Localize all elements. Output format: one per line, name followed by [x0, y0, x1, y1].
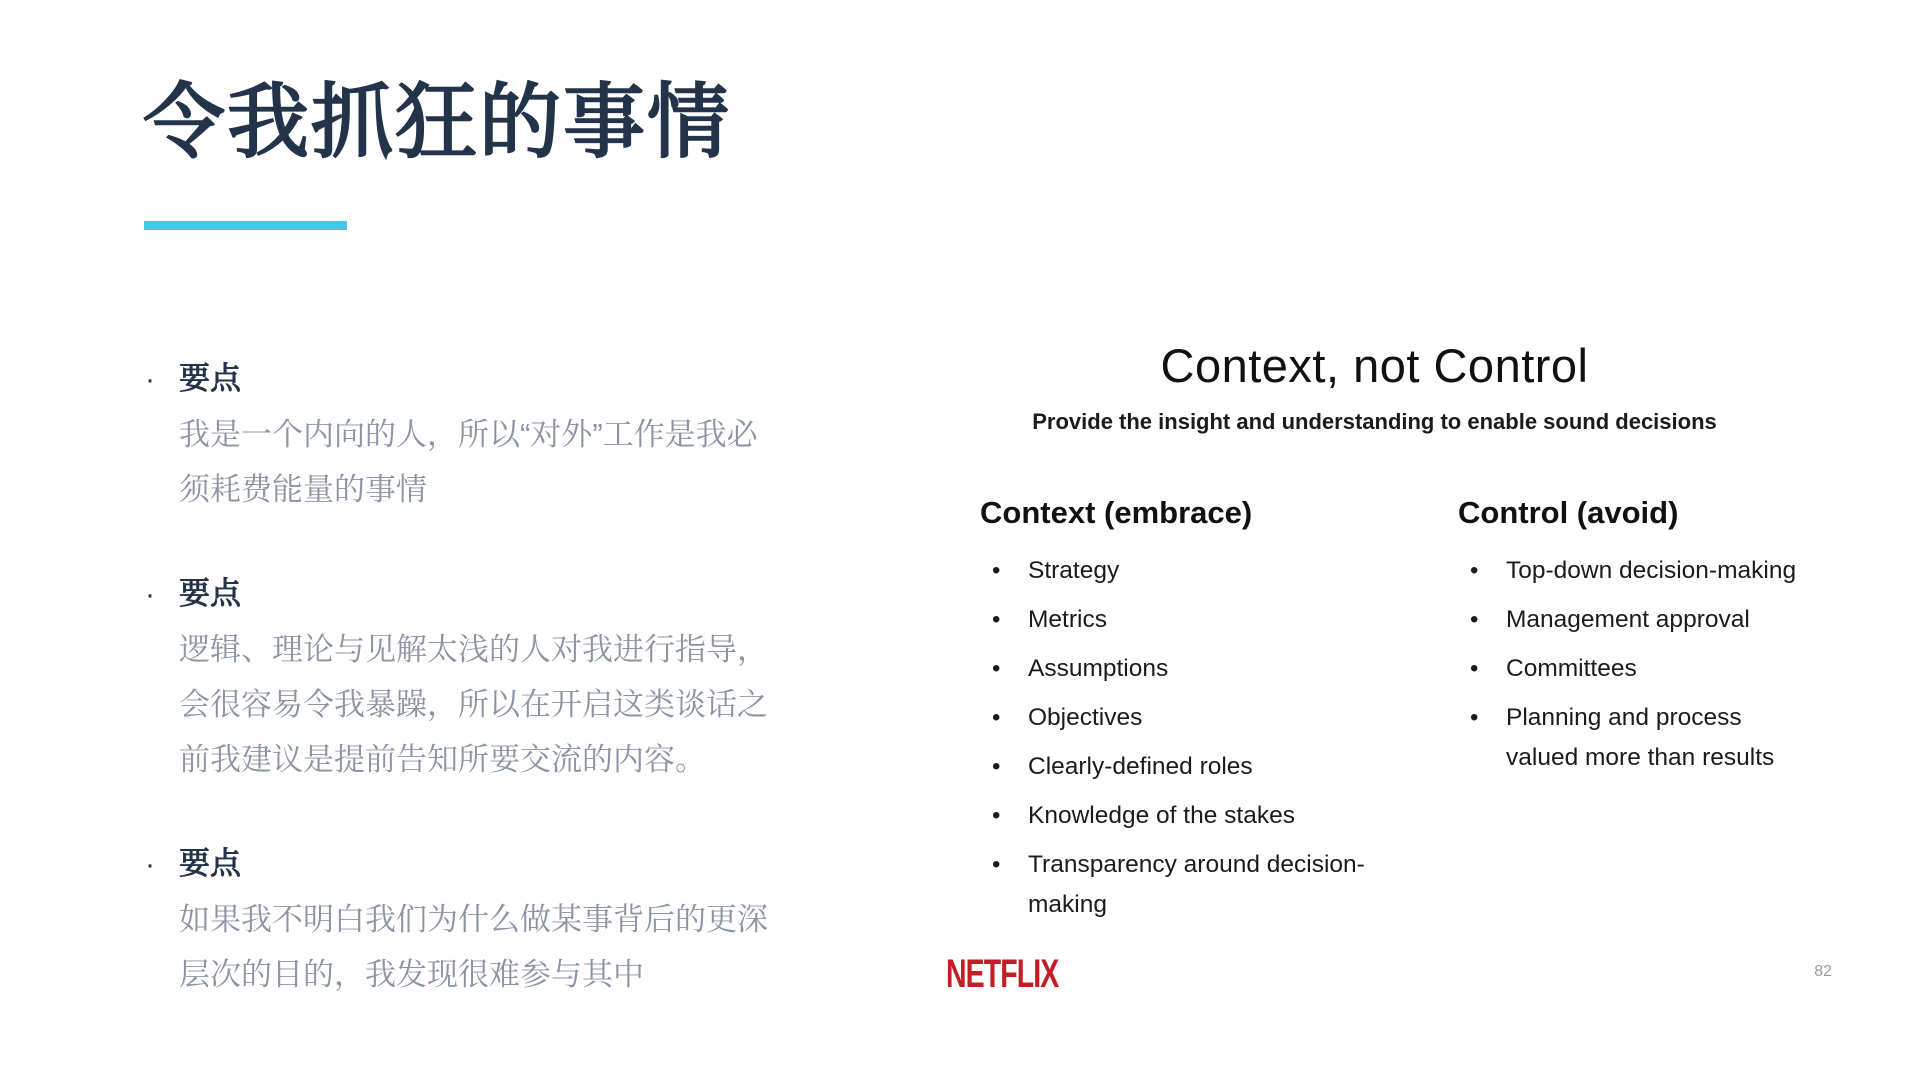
list-item: • Transparency around decision-making	[986, 845, 1400, 925]
control-avoid-column	[1458, 495, 1813, 934]
netflix-slide-columns	[932, 495, 1817, 934]
bullet-dot-icon: ·	[145, 848, 155, 881]
page-number: 82	[1814, 963, 1832, 980]
list-item: • Management approval	[1464, 600, 1813, 640]
point-heading	[145, 567, 785, 622]
netflix-culture-slide-image	[932, 338, 1817, 996]
column-heading: Control (avoid)	[1458, 495, 1679, 530]
point-text: 逻辑、理论与见解太浅的人对我进行指导，会很容易令我暴躁，所以在开启这类谈话之前我建议是提前告知所要交流的内容。	[179, 632, 768, 777]
list-item: • Strategy	[986, 551, 1400, 591]
netflix-slide-title: Context, not Control	[1160, 339, 1589, 392]
list-item: • Clearly-defined roles	[986, 747, 1400, 787]
title-accent-underline	[144, 221, 347, 230]
context-embrace-column	[980, 495, 1400, 934]
point-heading	[145, 837, 785, 892]
list-item: • Top-down decision-making	[1464, 551, 1813, 591]
list-item	[145, 352, 785, 517]
list-item: • Planning and process valued more than results	[1464, 698, 1813, 778]
column-heading: Context (embrace)	[980, 495, 1253, 530]
point-label: 要点	[179, 576, 241, 611]
list-item: • Metrics	[986, 600, 1400, 640]
bullet-dot-icon: ·	[145, 363, 155, 396]
key-points-list	[145, 352, 785, 1052]
control-avoid-list	[1458, 551, 1813, 778]
netflix-slide-subtitle: Provide the insight and understanding to enable sound decisions	[1032, 409, 1717, 434]
list-item: • Knowledge of the stakes	[986, 796, 1400, 836]
list-item	[145, 567, 785, 787]
list-item	[145, 837, 785, 1002]
list-item: • Committees	[1464, 649, 1813, 689]
point-text: 我是一个内向的人，所以“对外”工作是我必须耗费能量的事情	[179, 417, 758, 507]
list-item: • Objectives	[986, 698, 1400, 738]
page-title: 令我抓狂的事情	[143, 77, 732, 168]
list-item: • Assumptions	[986, 649, 1400, 689]
netflix-logo: NETFLIX	[946, 950, 1059, 996]
point-label: 要点	[179, 361, 241, 396]
point-label: 要点	[179, 846, 241, 881]
context-embrace-list	[980, 551, 1400, 925]
bullet-dot-icon: ·	[145, 578, 155, 611]
point-heading	[145, 352, 785, 407]
point-text: 如果我不明白我们为什么做某事背后的更深层次的目的，我发现很难参与其中	[179, 902, 768, 992]
